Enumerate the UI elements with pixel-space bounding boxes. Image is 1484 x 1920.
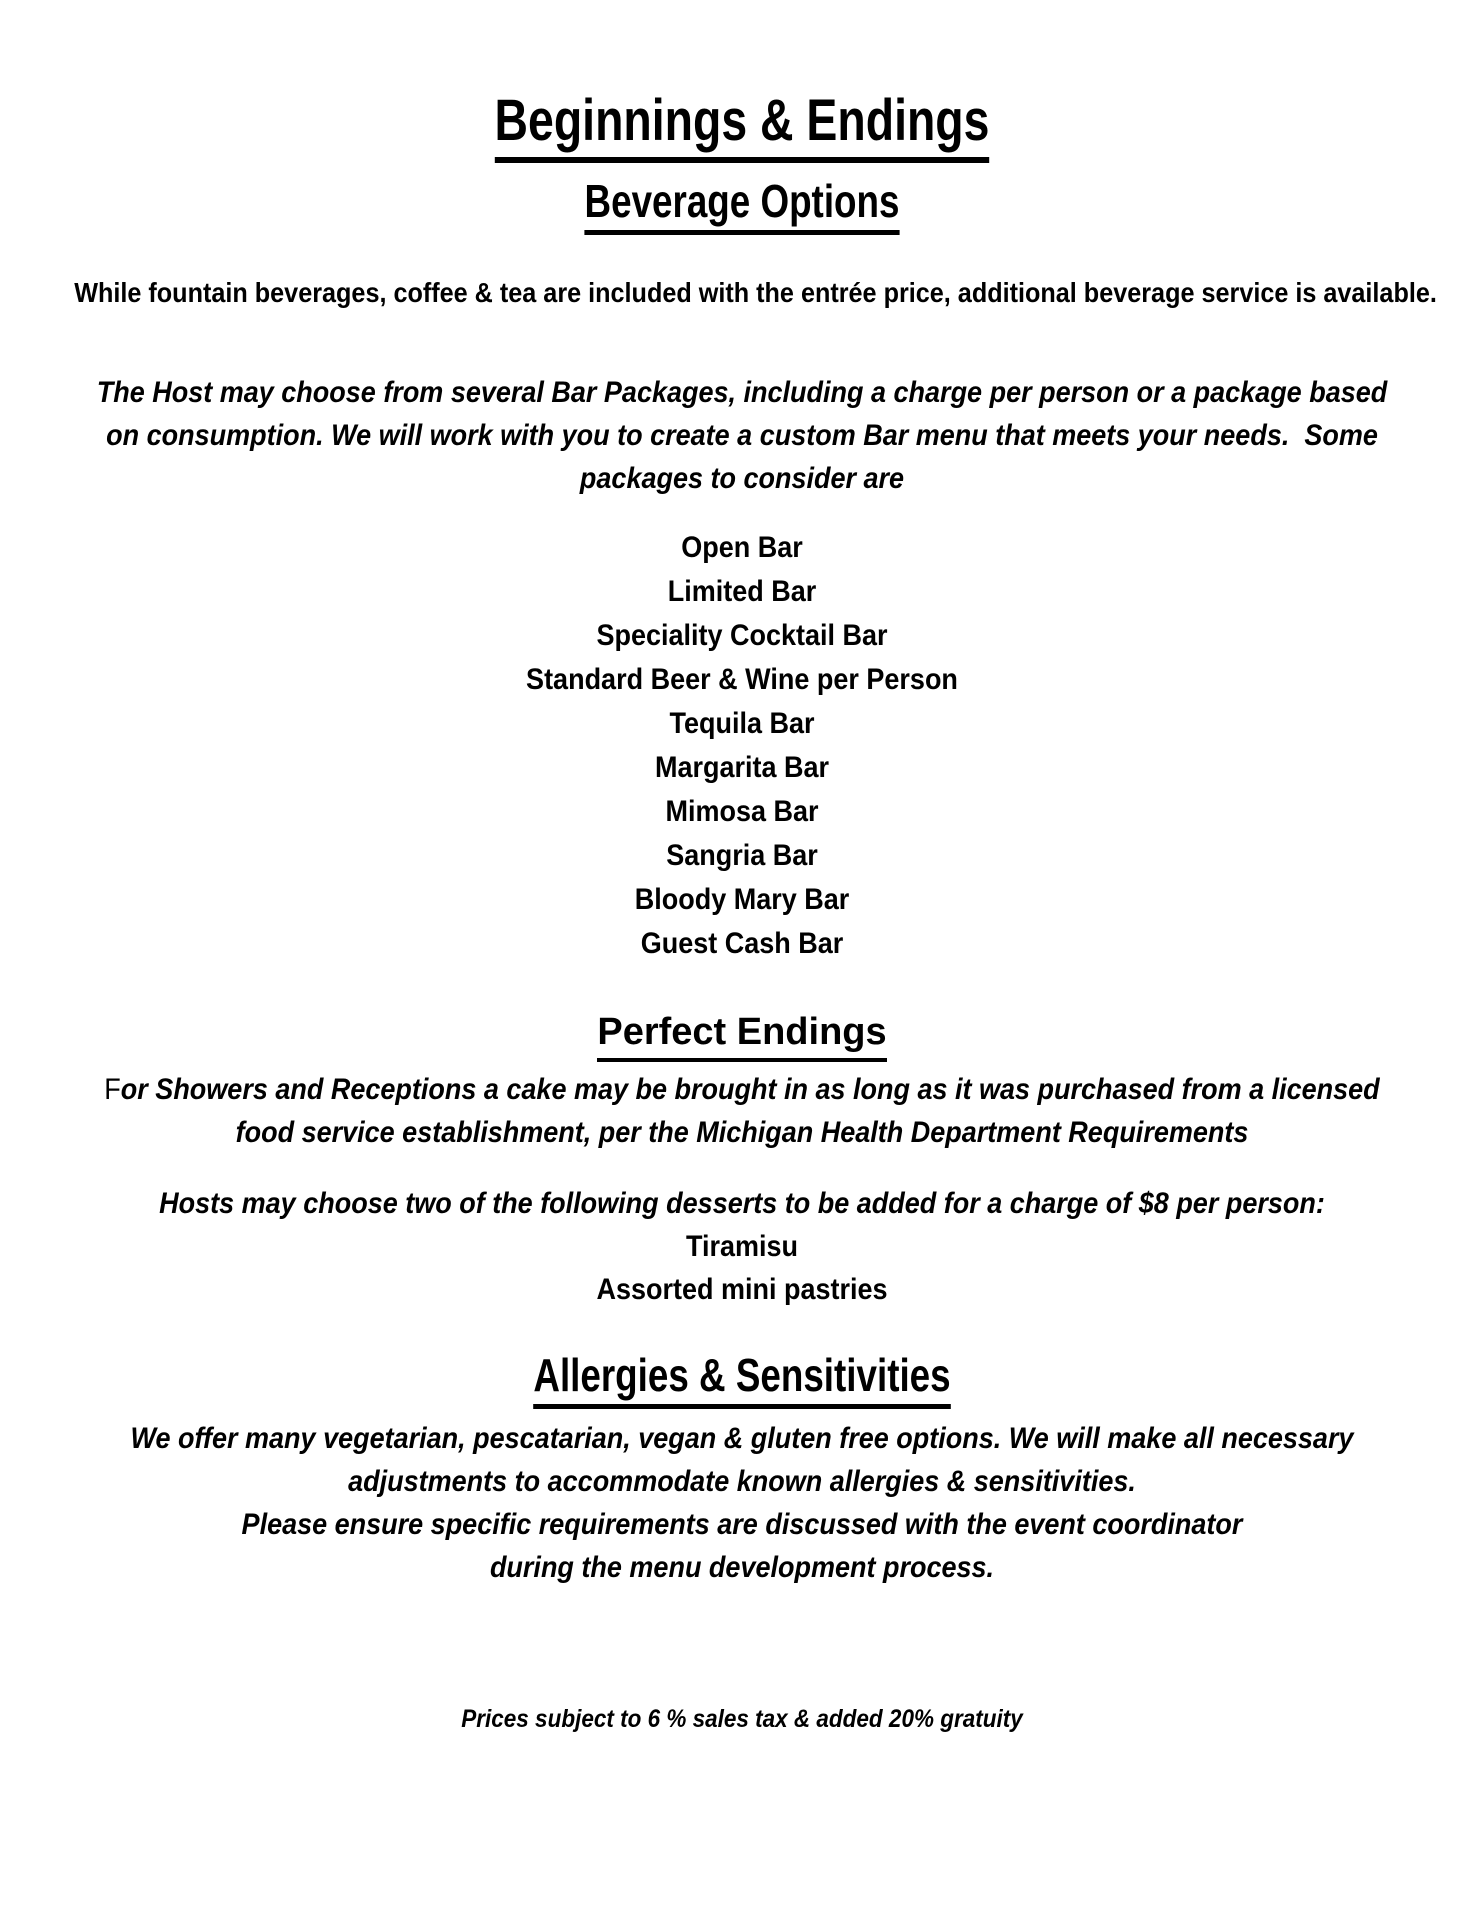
allergies-line: adjustments to accommodate known allergies & sensitivities. (348, 1464, 1136, 1498)
allergies-line: We offer many vegetarian, pescatarian, vegan & gluten free options. We will make all necessary (130, 1421, 1354, 1455)
bar-package-item: Speciality Cocktail Bar (596, 618, 888, 652)
allergies-line: Please ensure specific requirements are discussed with the event coordinator (241, 1507, 1243, 1541)
page-title (148, 88, 1335, 163)
cake-policy-line (74, 1068, 1410, 1111)
perfect-endings-heading-text: Perfect Endings (597, 1008, 886, 1062)
bar-intro-line: The Host may choose from several Bar Packages, including a charge per person or a package based (96, 375, 1388, 409)
allergies-line: during the menu development process. (489, 1550, 995, 1584)
bar-package-item: Standard Beer & Wine per Person (526, 662, 958, 696)
included-beverages-note: While fountain beverages, coffee & tea are included with the entrée price, additional beverage service is available. (74, 276, 1437, 308)
page-title-text: Beginnings & Endings (495, 88, 990, 163)
beverage-options-heading-text: Beverage Options (585, 175, 900, 235)
cake-policy-line: food service establishment, per the Michigan Health Department Requirements (235, 1115, 1249, 1149)
dessert-item: Tiramisu (685, 1229, 799, 1263)
bar-package-item: Tequila Bar (669, 706, 815, 740)
price-disclaimer: Prices subject to 6 % sales tax & added 20% gratuity (461, 1704, 1023, 1733)
bar-intro-line: packages to consider are (579, 461, 905, 495)
cake-policy-paragraph (0, 1068, 1484, 1154)
bar-package-item: Bloody Mary Bar (634, 882, 850, 916)
bar-package-list (0, 526, 1484, 966)
bar-packages-intro (0, 371, 1484, 500)
perfect-endings-heading (0, 1008, 1484, 1062)
cake-policy-line-text: or Showers and Receptions a cake may be brought in as long as it was purchased from a licensed (120, 1072, 1380, 1106)
dessert-item: Assorted mini pastries (596, 1272, 888, 1306)
desserts-note: Hosts may choose two of the following desserts to be added for a charge of $8 per person: (159, 1186, 1325, 1220)
bar-package-item: Mimosa Bar (665, 794, 819, 828)
beverage-options-heading (148, 175, 1335, 235)
allergies-heading (148, 1349, 1335, 1409)
bar-package-item: Open Bar (681, 530, 803, 564)
bar-package-item: Guest Cash Bar (640, 926, 844, 960)
bar-intro-line: on consumption. We will work with you to create a custom Bar menu that meets your needs. Some (106, 418, 1378, 452)
allergies-heading-text: Allergies & Sensitivities (533, 1349, 950, 1409)
allergies-paragraph (0, 1417, 1484, 1589)
bar-package-item: Sangria Bar (666, 838, 818, 872)
cake-policy-lead-letter: F (104, 1072, 121, 1106)
bar-package-item: Limited Bar (667, 574, 817, 608)
bar-package-item: Margarita Bar (654, 750, 830, 784)
